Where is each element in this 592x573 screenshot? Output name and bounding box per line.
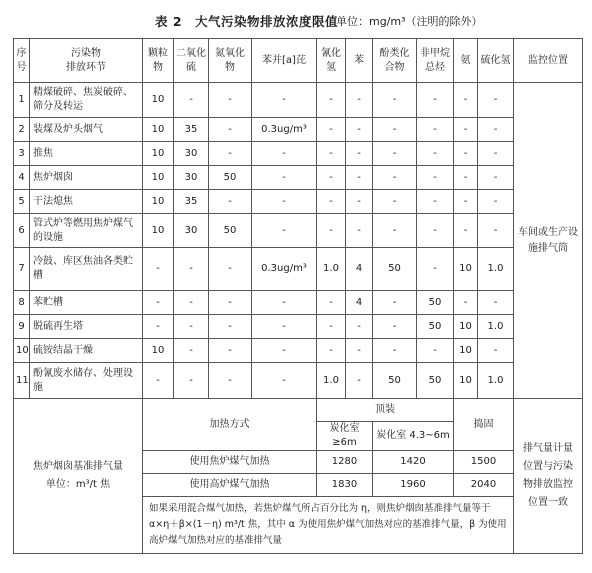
cell-h2s: -	[478, 83, 514, 118]
cell-bap: -	[252, 83, 317, 118]
cell-nmhc: 50	[417, 363, 454, 399]
cell-phenol: -	[373, 214, 417, 248]
cell-hcn: -	[317, 291, 346, 315]
cell-nh3: -	[454, 291, 478, 315]
table-row	[14, 166, 583, 190]
cell-so2: -	[174, 291, 209, 315]
header-row	[14, 39, 583, 83]
cell-phenol: 50	[373, 363, 417, 399]
cell-nox: -	[209, 291, 252, 315]
cell-nox: -	[209, 363, 252, 399]
header-monitor: 监控位置	[514, 39, 583, 83]
row1-a: 1280	[317, 451, 373, 474]
row2-a: 1830	[317, 474, 373, 497]
header-benzene: 苯	[346, 39, 373, 83]
row-source: 推焦	[30, 142, 143, 166]
row2-b: 1960	[373, 474, 454, 497]
cell-pm: -	[143, 315, 174, 339]
row-seq: 7	[14, 248, 30, 291]
table-caption	[0, 10, 592, 32]
cell-so2: -	[174, 315, 209, 339]
cell-nmhc: 50	[417, 315, 454, 339]
cell-hcn: -	[317, 315, 346, 339]
header-pm: 颗粒物	[143, 39, 174, 83]
cell-nmhc: -	[417, 214, 454, 248]
cell-benzene: -	[346, 166, 373, 190]
cell-benzene: -	[346, 363, 373, 399]
cell-benzene: 4	[346, 248, 373, 291]
cell-so2: -	[174, 339, 209, 363]
header-so2: 二氧化硫	[174, 39, 209, 83]
cell-pm: 10	[143, 339, 174, 363]
cell-so2: 30	[174, 166, 209, 190]
row-seq: 5	[14, 190, 30, 214]
cell-nox: 50	[209, 214, 252, 248]
cell-nox: -	[209, 83, 252, 118]
cell-pm: 10	[143, 83, 174, 118]
cell-phenol: -	[373, 83, 417, 118]
row1-b: 1420	[373, 451, 454, 474]
cell-nmhc: -	[417, 83, 454, 118]
cell-pm: 10	[143, 190, 174, 214]
cell-benzene: -	[346, 142, 373, 166]
cell-nmhc: -	[417, 339, 454, 363]
cell-nmhc: -	[417, 248, 454, 291]
cell-benzene: -	[346, 315, 373, 339]
cell-nh3: 10	[454, 339, 478, 363]
cell-nh3: 10	[454, 363, 478, 399]
cell-nh3: 10	[454, 248, 478, 291]
row-seq: 8	[14, 291, 30, 315]
table-row	[14, 190, 583, 214]
cell-phenol: -	[373, 315, 417, 339]
table-title: 表 2 大气污染物排放浓度限值	[155, 14, 339, 29]
cell-nh3: -	[454, 83, 478, 118]
cell-bap: 0.3ug/m³	[252, 248, 317, 291]
cell-hcn: 1.0	[317, 248, 346, 291]
row-seq: 11	[14, 363, 30, 399]
row-source: 管式炉等燃用焦炉煤气的设施	[30, 214, 143, 248]
cell-bap: -	[252, 339, 317, 363]
row-source: 装煤及炉头烟气	[30, 118, 143, 142]
cell-h2s: -	[478, 214, 514, 248]
header-source: 污染物 排放环节	[30, 39, 143, 83]
cell-nh3: -	[454, 118, 478, 142]
cell-pm: 10	[143, 118, 174, 142]
row-source: 焦炉烟囱	[30, 166, 143, 190]
header-seq: 序号	[14, 39, 30, 83]
cell-so2: -	[174, 248, 209, 291]
row-source: 硫铵结晶干燥	[30, 339, 143, 363]
cell-h2s: 1.0	[478, 315, 514, 339]
header-h2s: 硫化氢	[478, 39, 514, 83]
cell-nox: -	[209, 190, 252, 214]
header-nox: 氮氧化物	[209, 39, 252, 83]
cell-h2s: -	[478, 142, 514, 166]
cell-so2: 35	[174, 118, 209, 142]
table-row	[14, 118, 583, 142]
cell-hcn: -	[317, 214, 346, 248]
cell-phenol: -	[373, 142, 417, 166]
header-bap: 苯并[a]芘	[252, 39, 317, 83]
emission-limits-table	[13, 38, 583, 554]
cell-so2: -	[174, 363, 209, 399]
table-row	[14, 315, 583, 339]
cell-nox: -	[209, 339, 252, 363]
cell-h2s: -	[478, 291, 514, 315]
baseline-monitor-cell: 排气量计量位置与污染物排放监控位置一致	[514, 399, 583, 554]
cell-bap: -	[252, 142, 317, 166]
mixed-gas-note: 如果采用混合煤气加热，若焦炉煤气所占百分比为 η，则焦炉烟囱基准排气量等于α×η＋β×(1－η) m³/t 焦，其中 α 为使用焦炉煤气加热对应的基准排气量，β 为使用高炉煤气加热对应的基准排气量	[143, 497, 514, 554]
cell-bap: -	[252, 315, 317, 339]
row-seq: 1	[14, 83, 30, 118]
row-seq: 9	[14, 315, 30, 339]
table-row	[14, 363, 583, 399]
row-seq: 10	[14, 339, 30, 363]
heating-mode-header: 加热方式	[143, 399, 317, 451]
cell-h2s: -	[478, 118, 514, 142]
cell-pm: 10	[143, 142, 174, 166]
table-unit: 单位：mg/m³（注明的除外）	[336, 15, 483, 28]
cell-bap: -	[252, 363, 317, 399]
cell-bap: 0.3ug/m³	[252, 118, 317, 142]
baseline-unit: 单位：m³/t 焦	[45, 479, 111, 490]
cell-so2: -	[174, 83, 209, 118]
cell-nh3: -	[454, 190, 478, 214]
cell-benzene: -	[346, 118, 373, 142]
cell-benzene: 4	[346, 291, 373, 315]
cell-hcn: -	[317, 190, 346, 214]
cell-pm: 10	[143, 214, 174, 248]
row-source: 脱硫再生塔	[30, 315, 143, 339]
row2-label: 使用高炉煤气加热	[143, 474, 317, 497]
cell-so2: 30	[174, 142, 209, 166]
table-row	[14, 83, 583, 118]
cell-nh3: 10	[454, 315, 478, 339]
cell-hcn: -	[317, 83, 346, 118]
cell-h2s: -	[478, 190, 514, 214]
row-source: 干法熄焦	[30, 190, 143, 214]
row2-c: 2040	[454, 474, 514, 497]
row-seq: 2	[14, 118, 30, 142]
row-seq: 3	[14, 142, 30, 166]
cell-nh3: -	[454, 166, 478, 190]
table-row	[14, 291, 583, 315]
monitor-location-cell: 车间或生产设施排气筒	[514, 83, 583, 399]
row-seq: 4	[14, 166, 30, 190]
table-row	[14, 339, 583, 363]
cell-phenol: -	[373, 166, 417, 190]
cell-h2s: -	[478, 339, 514, 363]
cell-pm: 10	[143, 166, 174, 190]
cell-hcn: 1.0	[317, 363, 346, 399]
cell-phenol: -	[373, 291, 417, 315]
baseline-label: 焦炉烟囱基准排气量	[33, 461, 123, 472]
cell-hcn: -	[317, 166, 346, 190]
row-source: 酚氰废水储存、处理设施	[30, 363, 143, 399]
cell-nox: 50	[209, 166, 252, 190]
cell-bap: -	[252, 166, 317, 190]
header-hcn: 氰化氢	[317, 39, 346, 83]
cell-nmhc: -	[417, 190, 454, 214]
row-source: 精煤破碎、焦炭破碎、筛分及转运	[30, 83, 143, 118]
cell-nmhc: -	[417, 118, 454, 142]
chamber-a-header: 炭化室≥6m	[317, 422, 373, 451]
row-source: 苯贮槽	[30, 291, 143, 315]
cell-benzene: -	[346, 83, 373, 118]
cell-nh3: -	[454, 142, 478, 166]
baseline-header-row-1	[14, 399, 583, 422]
top-charge-header: 顶装	[317, 399, 454, 422]
chamber-b-header: 炭化室 4.3~6m	[373, 422, 454, 451]
cell-h2s: -	[478, 166, 514, 190]
cell-so2: 35	[174, 190, 209, 214]
cell-benzene: -	[346, 214, 373, 248]
cell-hcn: -	[317, 142, 346, 166]
cell-so2: 30	[174, 214, 209, 248]
row1-c: 1500	[454, 451, 514, 474]
stamp-charge-header: 捣固	[454, 399, 514, 451]
row1-label: 使用焦炉煤气加热	[143, 451, 317, 474]
cell-bap: -	[252, 291, 317, 315]
cell-phenol: 50	[373, 248, 417, 291]
cell-nox: -	[209, 315, 252, 339]
cell-nox: -	[209, 118, 252, 142]
row-source: 冷鼓、库区焦油各类贮槽	[30, 248, 143, 291]
cell-hcn: -	[317, 339, 346, 363]
header-phenol: 酚类化合物	[373, 39, 417, 83]
cell-nmhc: 50	[417, 291, 454, 315]
cell-benzene: -	[346, 190, 373, 214]
header-nmhc: 非甲烷总烃	[417, 39, 454, 83]
cell-h2s: 1.0	[478, 248, 514, 291]
cell-pm: -	[143, 291, 174, 315]
baseline-label-cell	[14, 399, 143, 554]
cell-bap: -	[252, 214, 317, 248]
cell-pm: -	[143, 248, 174, 291]
cell-benzene: -	[346, 339, 373, 363]
cell-nmhc: -	[417, 142, 454, 166]
cell-phenol: -	[373, 118, 417, 142]
cell-bap: -	[252, 190, 317, 214]
cell-nh3: -	[454, 214, 478, 248]
cell-phenol: -	[373, 339, 417, 363]
cell-nox: -	[209, 248, 252, 291]
cell-phenol: -	[373, 190, 417, 214]
table-row	[14, 142, 583, 166]
row-seq: 6	[14, 214, 30, 248]
table-row	[14, 248, 583, 291]
cell-pm: -	[143, 363, 174, 399]
header-nh3: 氨	[454, 39, 478, 83]
cell-hcn: -	[317, 118, 346, 142]
cell-nox: -	[209, 142, 252, 166]
table-row	[14, 214, 583, 248]
cell-nmhc: -	[417, 166, 454, 190]
cell-h2s: 1.0	[478, 363, 514, 399]
